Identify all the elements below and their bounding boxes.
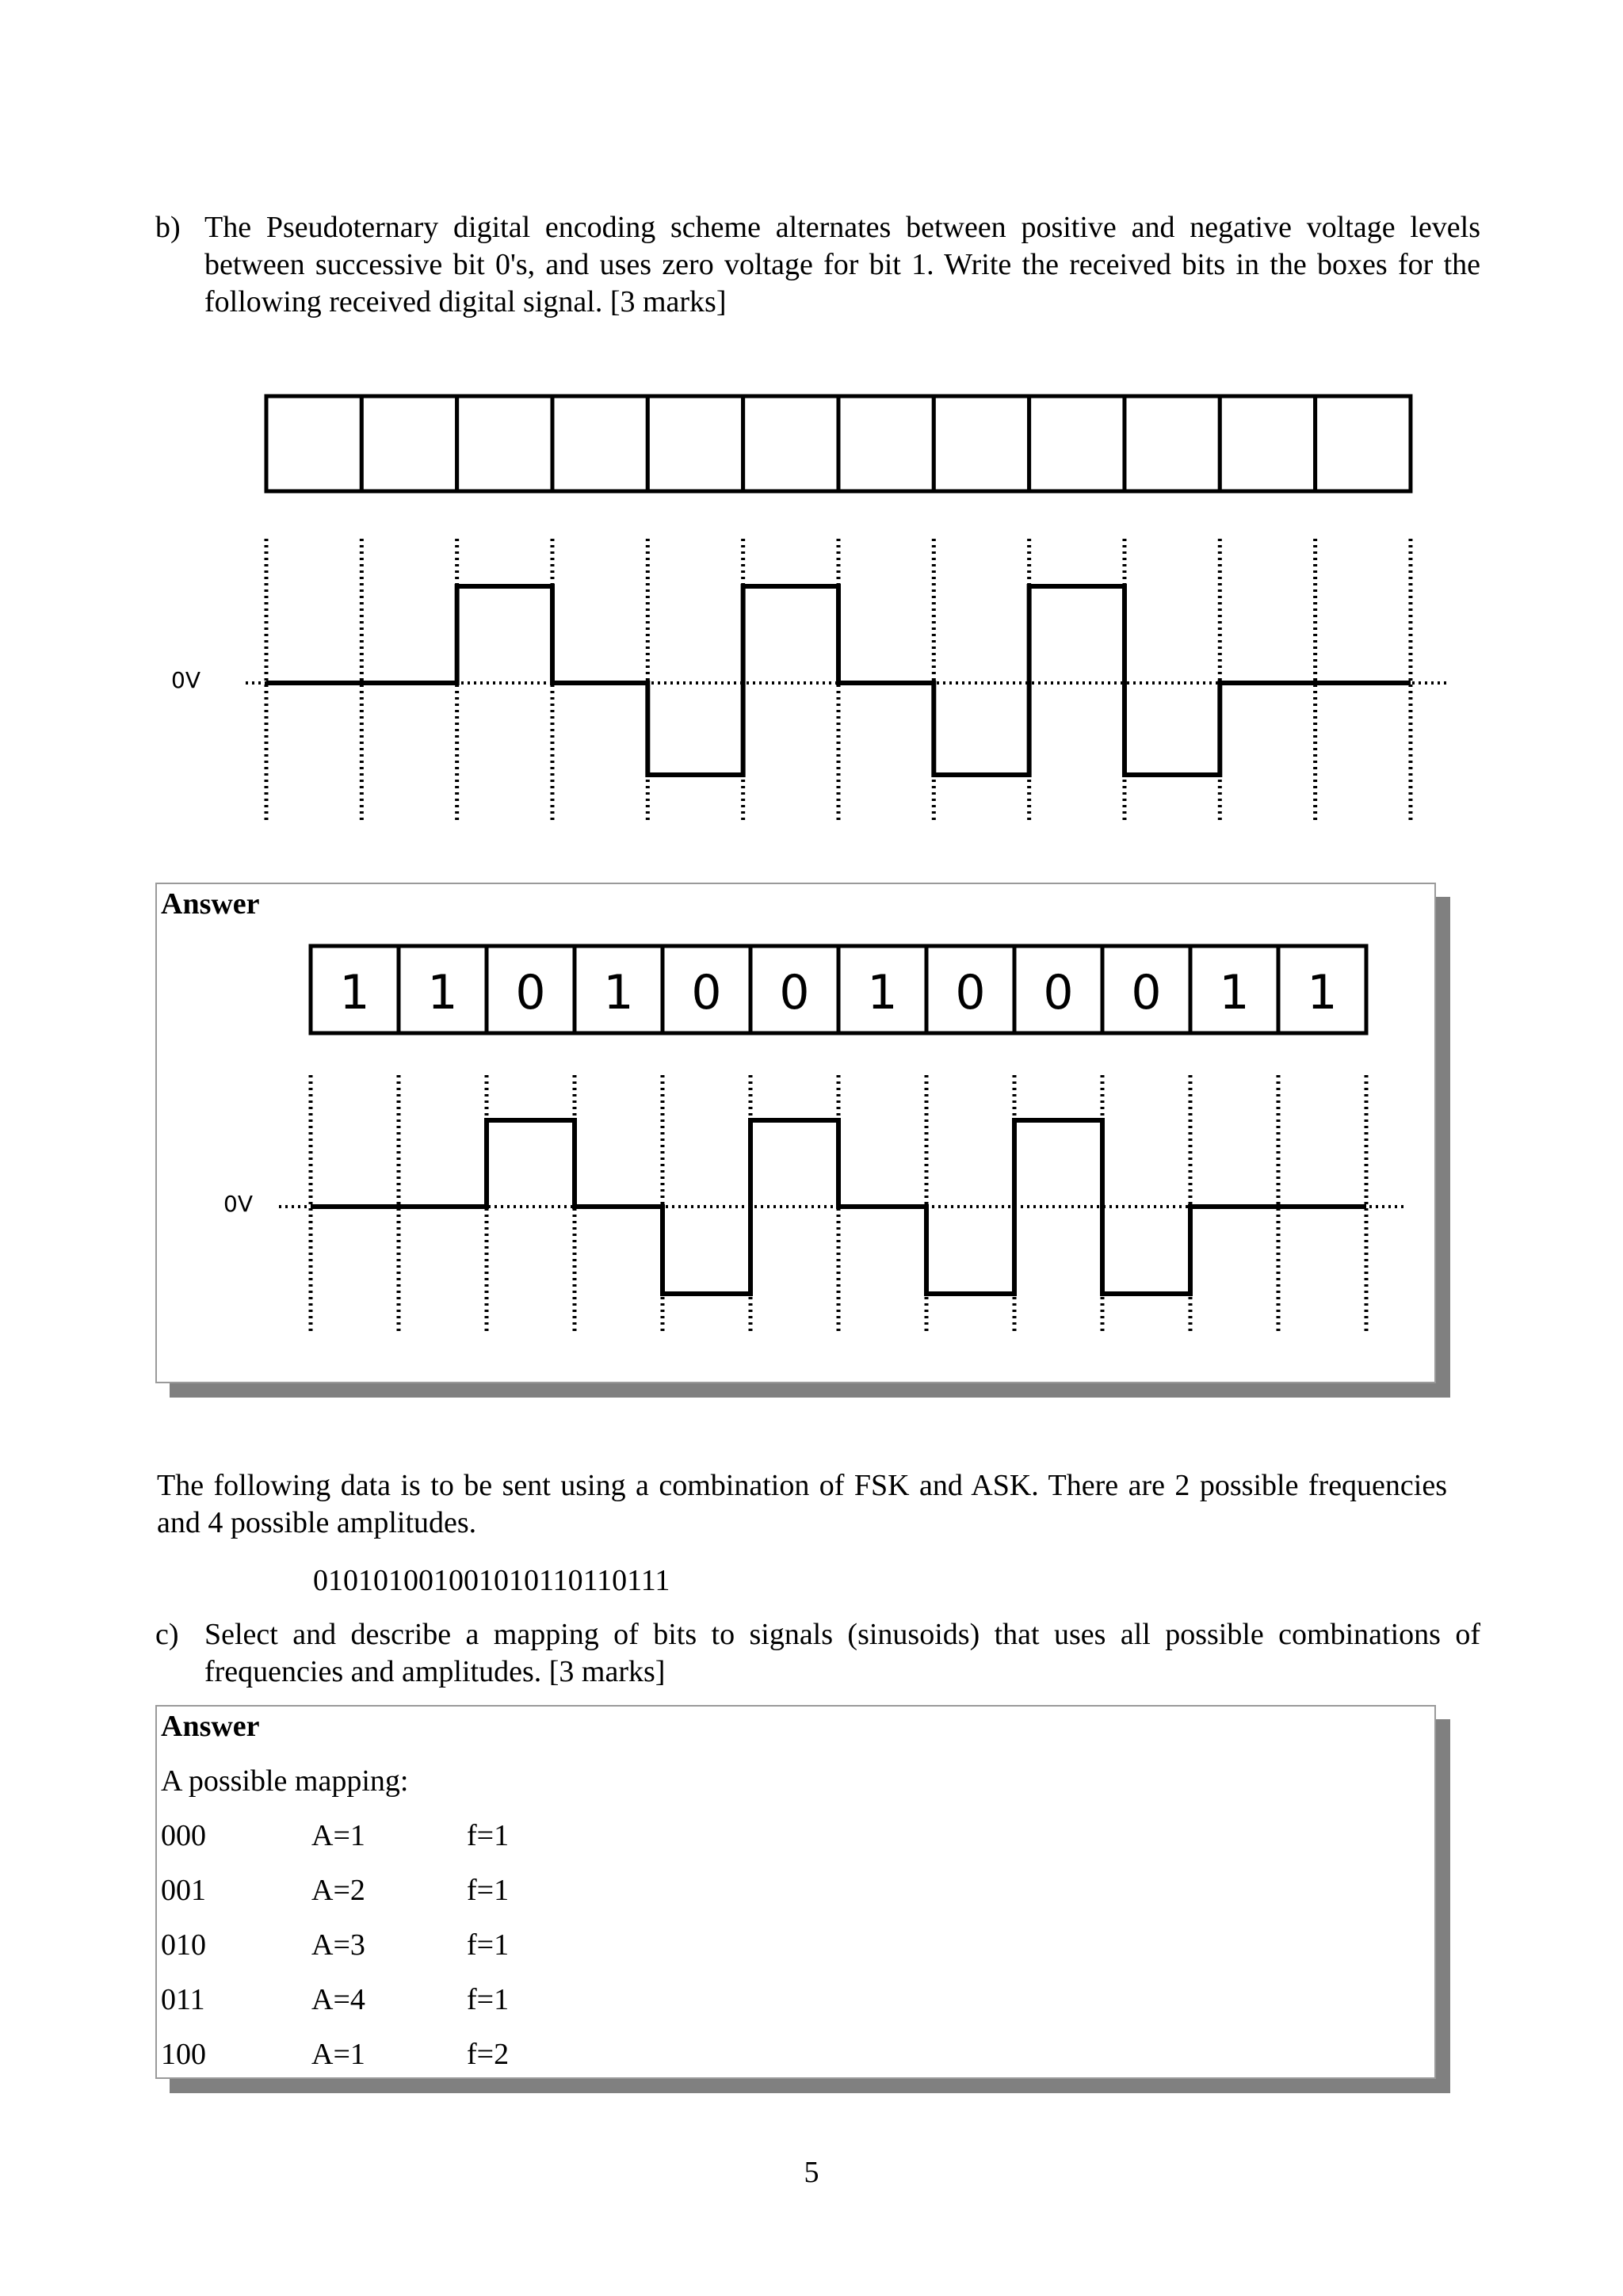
mapping-frequency: f=1 <box>467 1983 510 2016</box>
bit-value: 0 <box>515 965 546 1021</box>
bit-box <box>647 396 743 491</box>
bit-value: 0 <box>1131 965 1162 1021</box>
intro-c-text: The following data is to be sent using a combination of FSK and ASK. There are 2 possible frequencies and 4 possible amplitudes. <box>157 1469 1447 1539</box>
bit-value: 1 <box>339 965 370 1021</box>
mapping-amplitude: A=4 <box>311 1983 365 2016</box>
mapping-bits: 100 <box>161 2038 206 2071</box>
zero-volt-label: 0V <box>171 667 200 693</box>
bit-box <box>1220 396 1315 491</box>
question-b-label: b) <box>155 211 181 244</box>
answer-bit-boxes <box>311 946 1366 1033</box>
data-bitstring: 010101001001010110110111 <box>313 1564 670 1597</box>
bit-value: 0 <box>1043 965 1074 1021</box>
bit-box <box>743 396 838 491</box>
answer-box-b <box>155 883 1436 1383</box>
bit-box <box>266 396 361 491</box>
question-c <box>155 1616 1480 1691</box>
question-b-text: The Pseudoternary digital encoding scheme alternates between positive and negative voltage levels between successive bit 0's, and uses zero voltage for bit 1. Write the received bits in the boxes for the following received digital signal. [3 marks] <box>204 211 1480 318</box>
pseudoternary-signal-diagram <box>0 380 1623 840</box>
bit-value: 0 <box>955 965 986 1021</box>
page-number: 5 <box>804 2156 819 2189</box>
answer-title: Answer <box>161 1710 260 1743</box>
answer-box-c <box>155 1705 1436 2079</box>
question-c-label: c) <box>155 1618 179 1651</box>
bit-value: 0 <box>779 965 810 1021</box>
bit-value: 0 <box>691 965 722 1021</box>
bit-box <box>552 396 647 491</box>
mapping-bits: 000 <box>161 1819 206 1852</box>
answer-title: Answer <box>161 887 260 921</box>
answer-signal-waveform <box>311 1120 1366 1294</box>
empty-answer-boxes <box>266 396 1411 491</box>
bit-box <box>361 396 456 491</box>
bit-value: 1 <box>1219 965 1250 1021</box>
mapping-amplitude: A=1 <box>311 1819 365 1852</box>
bit-value: 1 <box>867 965 898 1021</box>
question-b <box>155 209 1480 321</box>
mapping-amplitude: A=3 <box>311 1928 365 1962</box>
bit-box <box>1125 396 1220 491</box>
bit-box <box>1029 396 1125 491</box>
bit-value: 1 <box>1307 965 1338 1021</box>
question-c-text: Select and describe a mapping of bits to signals (sinusoids) that uses all possible combinations of frequencies and amplitudes. [3 marks] <box>204 1618 1480 1688</box>
signal-waveform <box>266 586 1411 775</box>
bit-value: 1 <box>603 965 634 1021</box>
bit-box <box>1316 396 1411 491</box>
bit-box <box>838 396 934 491</box>
bit-value: 1 <box>427 965 458 1021</box>
mapping-amplitude: A=2 <box>311 1874 365 1907</box>
mapping-intro: A possible mapping: <box>161 1764 409 1798</box>
mapping-frequency: f=1 <box>467 1928 510 1962</box>
bit-box <box>457 396 552 491</box>
mapping-bits: 010 <box>161 1928 206 1962</box>
answer-zero-volt-label: 0V <box>223 1191 253 1217</box>
bit-box <box>934 396 1029 491</box>
answer-signal-diagram <box>157 884 1434 1382</box>
mapping-amplitude: A=1 <box>311 2038 365 2071</box>
mapping-frequency: f=1 <box>467 1874 510 1907</box>
mapping-frequency: f=1 <box>467 1819 510 1852</box>
mapping-bits: 011 <box>161 1983 205 2016</box>
mapping-frequency: f=2 <box>467 2038 510 2071</box>
mapping-bits: 001 <box>161 1874 206 1907</box>
